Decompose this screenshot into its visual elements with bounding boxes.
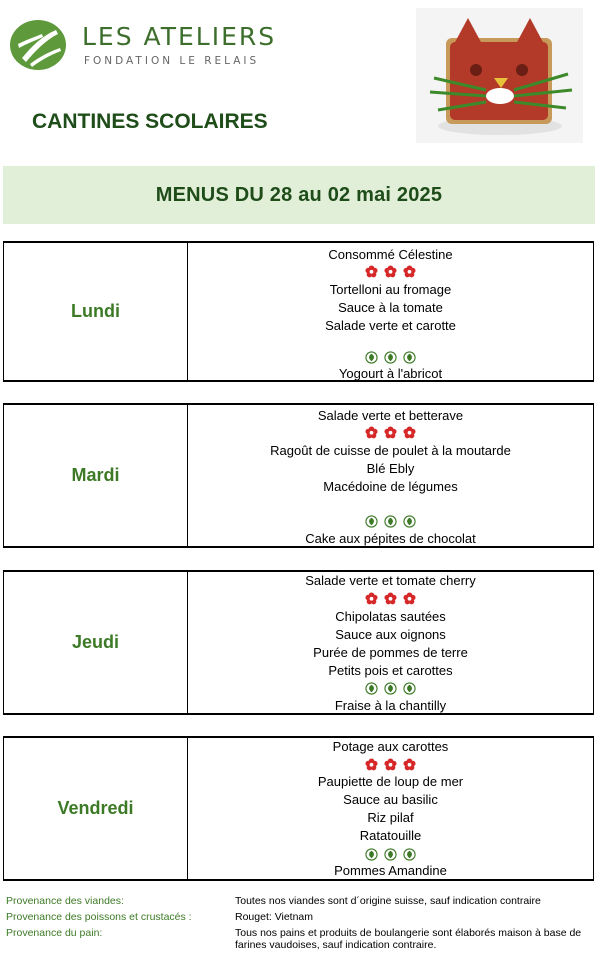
brand-name: LES ATELIERS bbox=[82, 22, 277, 51]
leaf-icon bbox=[403, 515, 416, 528]
leaf-icon bbox=[384, 848, 397, 861]
main-item: Sauce au basilic bbox=[343, 792, 438, 807]
dessert-item: Pommes Amandine bbox=[334, 863, 447, 878]
flower-icons bbox=[188, 758, 593, 772]
main-item: Ragoût de cuisse de poulet à la moutarde bbox=[270, 443, 511, 458]
day-menu bbox=[188, 738, 593, 879]
flower-icon bbox=[384, 758, 397, 771]
provenance-label: Provenance du pain: bbox=[6, 927, 103, 939]
dessert-item: Yogourt à l'abricot bbox=[338, 366, 443, 381]
main-item: Paupiette de loup de mer bbox=[317, 774, 464, 789]
day-block-jeudi bbox=[3, 570, 594, 715]
page-title: CANTINES SCOLAIRES bbox=[32, 110, 268, 133]
flower-icon bbox=[403, 592, 416, 605]
flower-icon bbox=[384, 265, 397, 278]
main-item bbox=[188, 496, 593, 514]
day-name: Mardi bbox=[4, 405, 188, 546]
flower-icons bbox=[188, 426, 593, 440]
menu-period-title: MENUS DU 28 au 02 mai 2025 bbox=[155, 184, 443, 206]
day-menu bbox=[188, 572, 593, 713]
main-item: Macédoine de légumes bbox=[323, 479, 458, 494]
flower-icon bbox=[365, 758, 378, 771]
leaf-icon bbox=[365, 848, 378, 861]
leaf-icon bbox=[384, 515, 397, 528]
leaf-icons bbox=[188, 515, 593, 529]
dessert-item: Cake aux pépites de chocolat bbox=[305, 531, 476, 546]
day-name: Lundi bbox=[4, 243, 188, 380]
dessert-item: Fraise à la chantilly bbox=[334, 698, 447, 713]
starter-item: Potage aux carottes bbox=[332, 739, 449, 754]
day-block-mardi bbox=[3, 403, 594, 548]
provenance-label: Provenance des viandes: bbox=[6, 895, 124, 907]
provenance-label: Provenance des poissons et crustacés : bbox=[6, 911, 192, 923]
leaf-icon bbox=[365, 515, 378, 528]
starter-item: Salade verte et betterave bbox=[317, 408, 464, 423]
starter-item: Salade verte et tomate cherry bbox=[305, 573, 476, 588]
leaf-icon bbox=[365, 351, 378, 364]
leaf-icons bbox=[188, 848, 593, 862]
main-item: Riz pilaf bbox=[367, 810, 414, 825]
main-item: Purée de pommes de terre bbox=[313, 645, 468, 660]
flower-icon bbox=[384, 592, 397, 605]
leaf-icons bbox=[188, 682, 593, 696]
main-item: Sauce à la tomate bbox=[338, 300, 443, 315]
main-item: Tortelloni au fromage bbox=[329, 282, 452, 297]
flower-icons bbox=[188, 265, 593, 279]
main-item: Petits pois et carottes bbox=[328, 663, 453, 678]
main-item: Blé Ebly bbox=[366, 461, 415, 476]
main-item: Ratatouille bbox=[359, 828, 422, 843]
leaf-icons bbox=[188, 351, 593, 365]
flower-icon bbox=[403, 265, 416, 278]
flower-icon bbox=[384, 426, 397, 439]
starter-item: Consommé Célestine bbox=[328, 247, 453, 262]
brand-subtitle: FONDATION LE RELAIS bbox=[84, 55, 260, 67]
day-name: Jeudi bbox=[4, 572, 188, 713]
day-name: Vendredi bbox=[4, 738, 188, 879]
provenance-text: Toutes nos viandes sont d´origine suisse, sauf indication contraire bbox=[235, 895, 541, 907]
leaf-icon bbox=[403, 351, 416, 364]
main-item: Chipolatas sautées bbox=[335, 609, 446, 624]
flower-icon bbox=[365, 426, 378, 439]
provenance-text: Rouget: Vietnam bbox=[235, 911, 314, 923]
day-block-lundi bbox=[3, 241, 594, 382]
leaf-icon bbox=[384, 351, 397, 364]
provenance-text: Tous nos pains et produits de boulangerie sont élaborés maison à base de farines vaudoises, sauf indication contraire. bbox=[235, 927, 582, 951]
flower-icons bbox=[188, 592, 593, 606]
main-item: Sauce aux oignons bbox=[335, 627, 446, 642]
flower-icon bbox=[365, 592, 378, 605]
leaf-icon bbox=[403, 682, 416, 695]
brand-logo bbox=[8, 18, 278, 74]
main-item: Salade verte et carotte bbox=[325, 318, 456, 333]
day-menu bbox=[188, 243, 593, 380]
leaf-icon bbox=[365, 682, 378, 695]
menu-period-band bbox=[3, 166, 595, 224]
flower-icon bbox=[403, 426, 416, 439]
logo-mark-icon bbox=[8, 18, 68, 72]
day-menu bbox=[188, 405, 593, 546]
leaf-icon bbox=[384, 682, 397, 695]
cat-toast-photo bbox=[416, 8, 583, 143]
day-block-vendredi bbox=[3, 736, 594, 881]
flower-icon bbox=[403, 758, 416, 771]
flower-icon bbox=[365, 265, 378, 278]
leaf-icon bbox=[403, 848, 416, 861]
